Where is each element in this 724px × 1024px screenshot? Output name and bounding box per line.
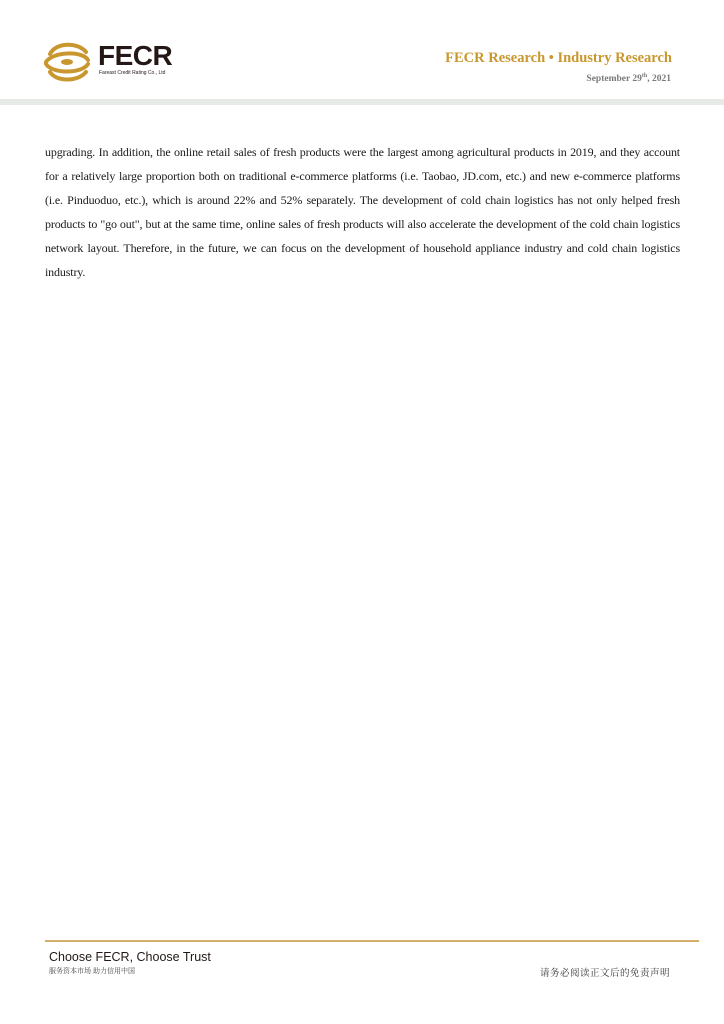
- date-month-day: September 29: [586, 74, 642, 85]
- report-series-title: FECR Research • Industry Research: [445, 50, 672, 66]
- footer-divider: [45, 940, 699, 942]
- report-date: [586, 73, 671, 84]
- footer-disclaimer: 请务必阅读正文后的免责声明: [539, 968, 670, 979]
- body-paragraph: upgrading. In addition, the online retail sales of fresh products were the largest among agricultural products in 2019, and they account for a relatively large proportion both on traditional e-commerce platforms (i.e. Taobao, JD.com, etc.) and new e-commerce platforms (i.e. Pinduoduo, etc.), which is around 22% and 52% separately. The development of cold chain logistics has not only helped fresh products to "go out", but at the same time, online sales of fresh products will also accelerate the development of the cold chain logistics network layout. Therefore, in the future, we can focus on the development of household appliance industry and cold chain logistics industry.: [45, 145, 680, 279]
- fecr-logo: [42, 40, 192, 82]
- footer-slogan: Choose FECR, Choose Trust: [49, 950, 211, 964]
- fecr-logo-icon: [42, 40, 92, 82]
- logo-wordmark: FECR: [98, 40, 173, 71]
- date-year: , 2021: [647, 74, 671, 85]
- footer-subtext: 服务资本市场 助力信用中国: [49, 968, 135, 975]
- logo-subtext: Fareast Credit Rating Co., Ltd: [99, 70, 166, 76]
- date-ordinal: th: [641, 73, 648, 79]
- header-divider: [0, 99, 724, 105]
